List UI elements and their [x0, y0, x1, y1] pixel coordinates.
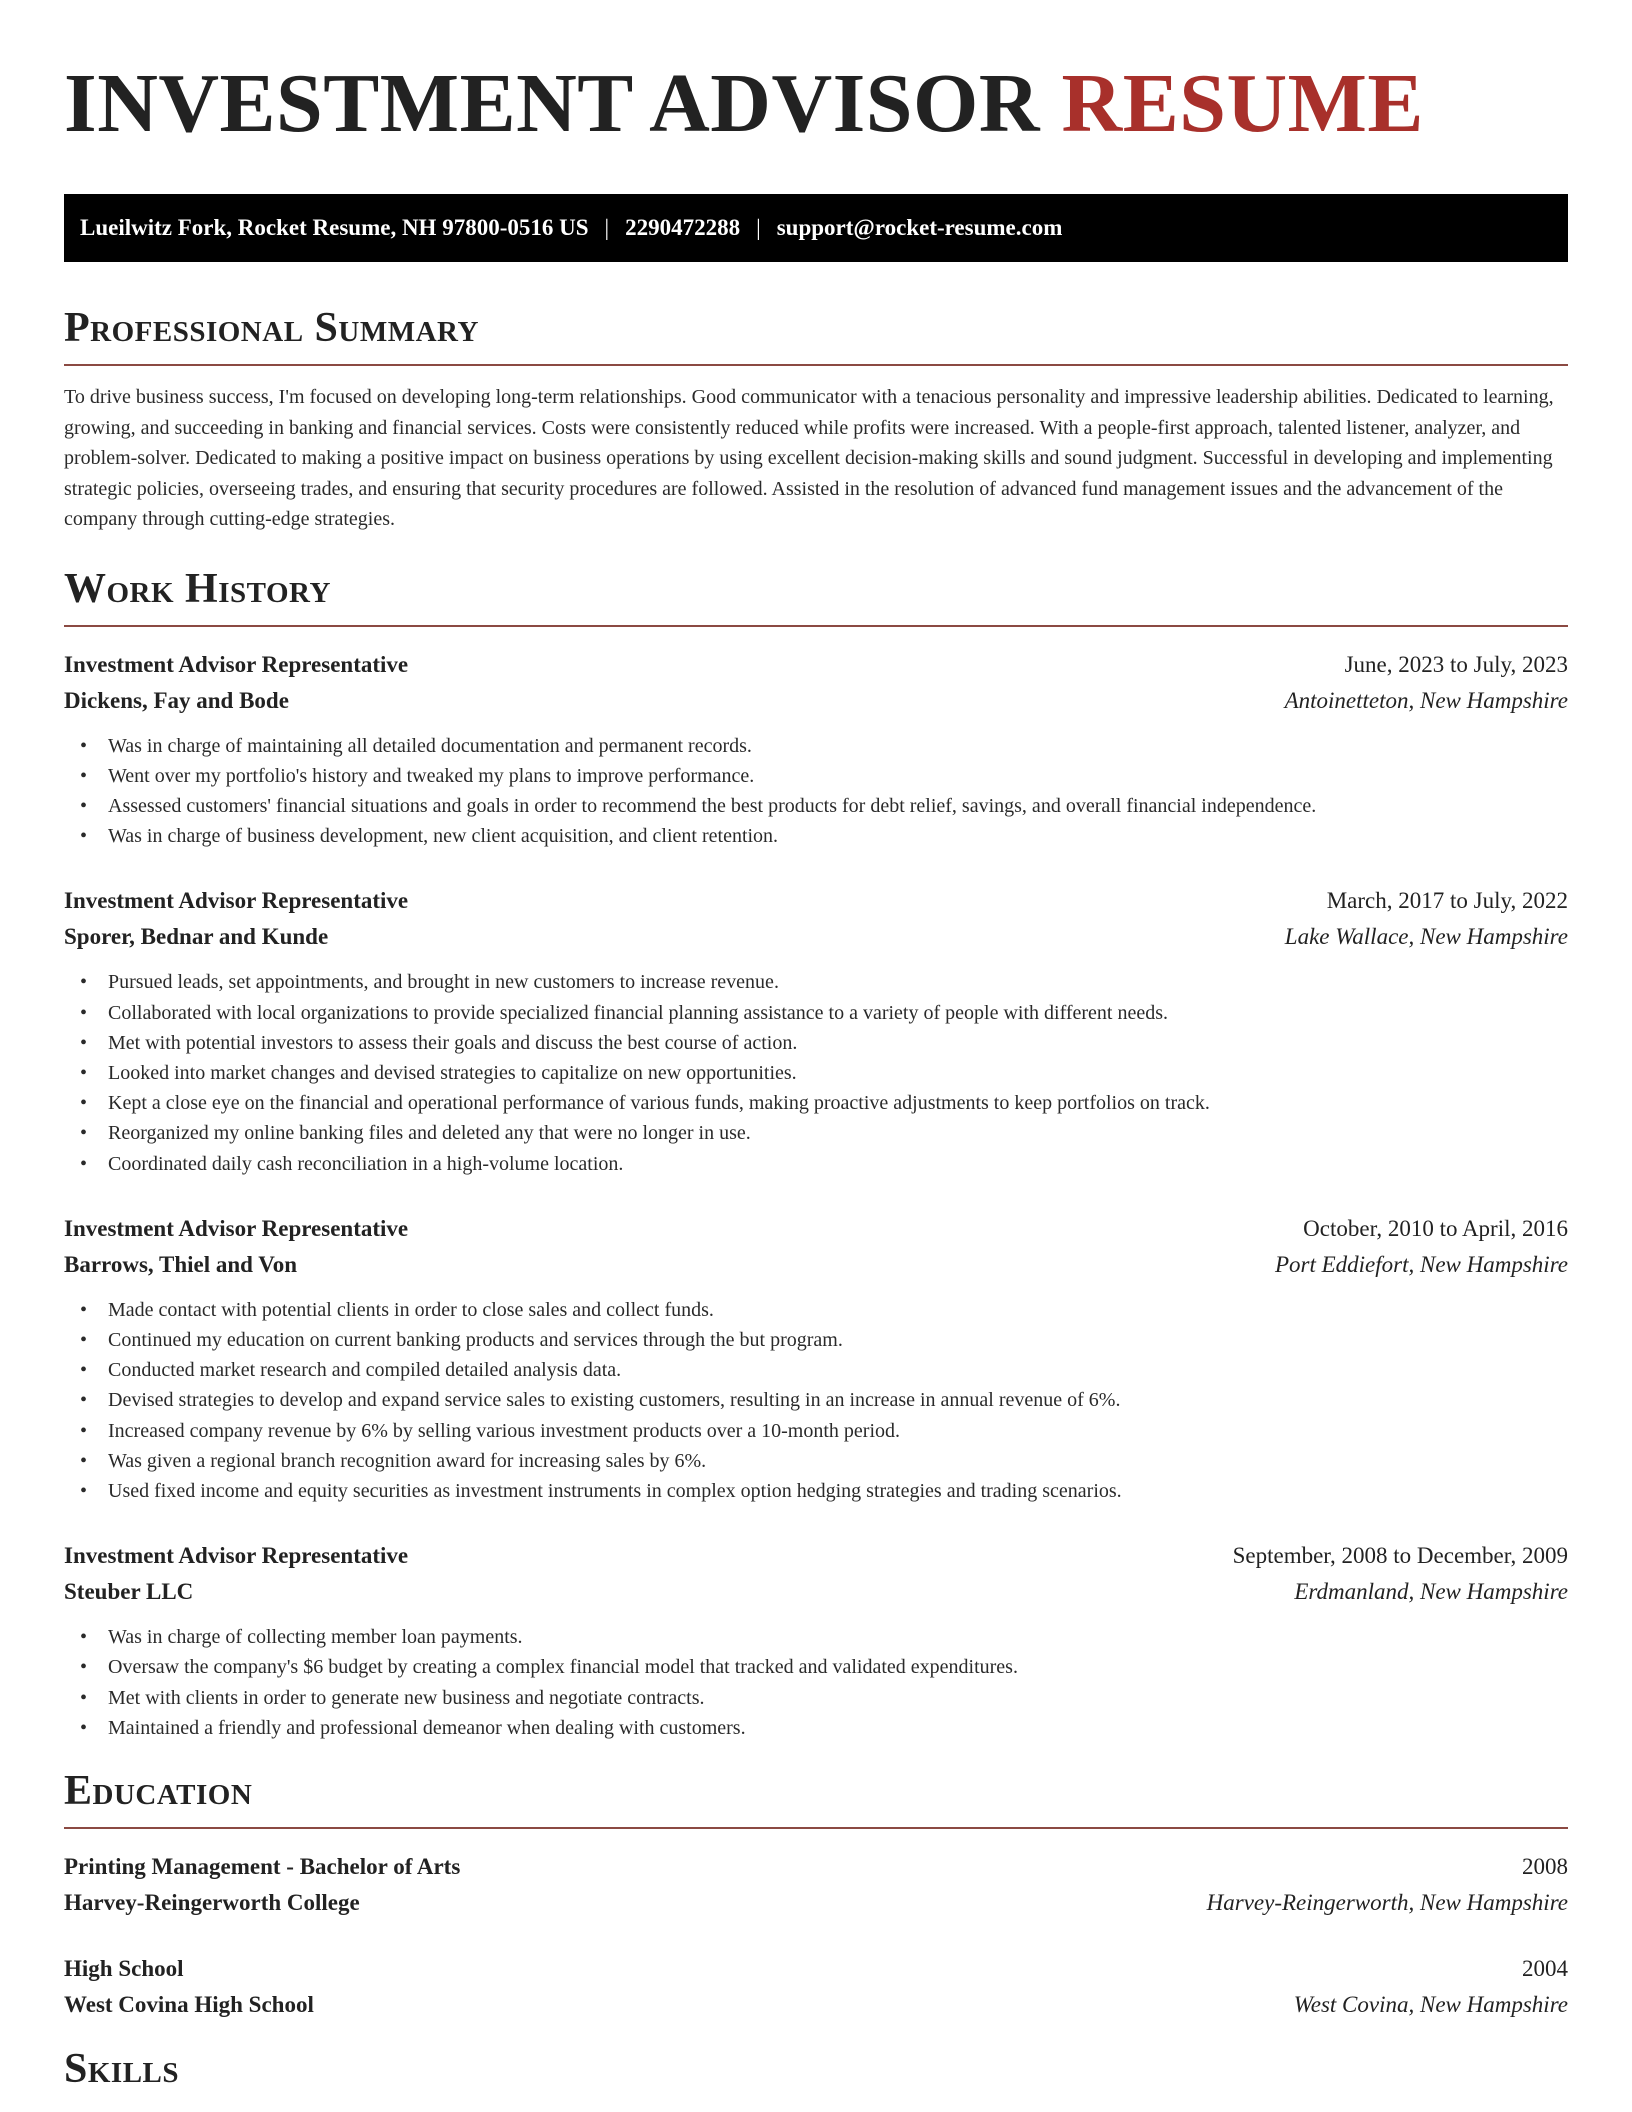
job-entry [64, 1538, 1568, 1743]
job-location: Erdmanland, New Hampshire [1294, 1579, 1568, 1605]
contact-phone: 2290472288 [625, 215, 741, 240]
job-header-row [64, 1538, 1568, 1574]
bullet-item [64, 731, 1568, 761]
bullet-text: Devised strategies to develop and expand service sales to existing customers, resulting in an increase in annual revenue of 6%. [108, 1389, 1121, 1412]
job-title: Investment Advisor Representative [64, 888, 409, 914]
education-school-row [64, 1885, 1568, 1921]
job-dates: October, 2010 to April, 2016 [1303, 1215, 1568, 1241]
bullet-text: Looked into market changes and devised strategies to capitalize on new opportunities. [108, 1061, 797, 1084]
job-bullet-list [64, 967, 1568, 1178]
job-company: Dickens, Fay and Bode [64, 687, 289, 713]
job-entry [64, 1211, 1568, 1506]
bullet-item [64, 1385, 1568, 1415]
bullet-text: Made contact with potential clients in order to close sales and collect funds. [108, 1298, 714, 1321]
bullet-item [64, 1446, 1568, 1476]
bullet-item [64, 1713, 1568, 1743]
bullet-item [64, 998, 1568, 1028]
job-title: Investment Advisor Representative [64, 1543, 409, 1569]
bullet-icon: • [80, 1152, 88, 1175]
bullet-icon: • [80, 1716, 88, 1739]
job-title: Investment Advisor Representative [64, 651, 409, 677]
section-divider [64, 364, 1568, 366]
bullet-text: Assessed customers' financial situations and goals in order to recommend the best products for debt relief, savings, and overall financial independence. [108, 794, 1317, 817]
bullet-text: Met with clients in order to generate new business and negotiate contracts. [108, 1686, 705, 1709]
bullet-text: Used fixed income and equity securities as investment instruments in complex option hedging strategies and trading scenarios. [108, 1479, 1122, 1502]
bullet-text: Was in charge of business development, new client acquisition, and client retention. [108, 825, 779, 848]
bullet-item [64, 1355, 1568, 1385]
bullet-text: Coordinated daily cash reconciliation in a high-volume location. [108, 1152, 624, 1175]
job-bullet-list [64, 1622, 1568, 1743]
bullet-text: Maintained a friendly and professional demeanor when dealing with customers. [108, 1716, 746, 1739]
skills-section [64, 2043, 1568, 2095]
bullet-item [64, 1058, 1568, 1088]
contact-address: Lueilwitz Fork, Rocket Resume, NH 97800-0516 US [80, 215, 589, 240]
job-header-row [64, 1211, 1568, 1247]
education-header-row [64, 1849, 1568, 1885]
bullet-item [64, 1325, 1568, 1355]
bullet-item [64, 1118, 1568, 1148]
bullet-icon: • [80, 764, 88, 787]
bullet-item [64, 1149, 1568, 1179]
bullet-icon: • [80, 1449, 88, 1472]
job-entry [64, 647, 1568, 852]
bullet-text: Increased company revenue by 6% by selling various investment products over a 10-month period. [108, 1419, 901, 1442]
bullet-icon: • [80, 1122, 88, 1145]
bullet-text: Went over my portfolio's history and tweaked my plans to improve performance. [108, 764, 755, 787]
summary-text: To drive business success, I'm focused on developing long-term relationships. Good communicator with a tenacious personality and impressive leadership abilities. Dedicated to learning, growing, and succeeding in banking and financial services. Costs were consistently reduced while profits were increased. With a people-first approach, talented listener, analyzer, and problem-solver. Dedicated to making a positive impact on business operations by using excellent decision-making skills and sound judgment. Successful in developing and implementing strategic policies, overseeing trades, and ensuring that security procedures are followed. Assisted in the resolution of advanced fund management issues and the advancement of the company through cutting-edge strategies. [64, 386, 1554, 530]
contact-separator: | [604, 215, 610, 240]
bullet-text: Collaborated with local organizations to provide specialized financial planning assistance to a variety of people with different needs. [108, 1001, 1169, 1024]
bullet-item [64, 967, 1568, 997]
section-heading-skills: Skills [64, 2045, 180, 2092]
contact-separator: | [756, 215, 761, 240]
section-heading-summary: Professional Summary [64, 305, 479, 351]
job-bullet-list [64, 1295, 1568, 1506]
bullet-text: Kept a close eye on the financial and operational performance of various funds, making proactive adjustments to keep portfolios on track. [108, 1092, 1210, 1115]
bullet-item [64, 1683, 1568, 1713]
bullet-icon: • [80, 1656, 88, 1679]
education-school: Harvey-Reingerworth College [64, 1889, 360, 1915]
job-title: Investment Advisor Representative [64, 1215, 409, 1241]
education-school-row [64, 1987, 1568, 2023]
job-company: Sporer, Bednar and Kunde [64, 924, 329, 950]
bullet-item [64, 821, 1568, 851]
education-year: 2008 [1522, 1853, 1568, 1879]
bullet-item [64, 761, 1568, 791]
education-school: West Covina High School [64, 1991, 314, 2017]
bullet-icon: • [80, 1479, 88, 1502]
education-header-row [64, 1951, 1568, 1987]
bullet-icon: • [80, 1298, 88, 1321]
bullet-text: Was given a regional branch recognition award for increasing sales by 6%. [108, 1449, 707, 1472]
bullet-icon: • [80, 1389, 88, 1412]
bullet-icon: • [80, 1419, 88, 1442]
bullet-item [64, 1416, 1568, 1446]
education-degree: Printing Management - Bachelor of Arts [64, 1853, 461, 1879]
bullet-icon: • [80, 1359, 88, 1382]
section-divider [64, 1827, 1568, 1829]
bullet-icon: • [80, 1061, 88, 1084]
education-list [64, 1849, 1568, 2023]
section-heading-education: Education [64, 1767, 253, 1814]
job-header-row [64, 883, 1568, 919]
bullet-icon: • [80, 734, 88, 757]
contact-bar [64, 194, 1568, 262]
job-company-row [64, 683, 1568, 719]
bullet-text: Met with potential investors to assess their goals and discuss the best course of action. [108, 1031, 798, 1054]
job-dates: September, 2008 to December, 2009 [1232, 1543, 1568, 1569]
job-company-row [64, 919, 1568, 955]
job-company-row [64, 1574, 1568, 1610]
education-location: West Covina, New Hampshire [1293, 1991, 1568, 2017]
education-entry [64, 1951, 1568, 2023]
bullet-item [64, 1476, 1568, 1506]
bullet-text: Conducted market research and compiled detailed analysis data. [108, 1359, 622, 1382]
bullet-icon: • [80, 1626, 88, 1649]
education-entry [64, 1849, 1568, 1921]
work-history-section [64, 563, 1568, 1743]
job-location: Lake Wallace, New Hampshire [1284, 924, 1568, 950]
bullet-text: Was in charge of maintaining all detailed documentation and permanent records. [108, 734, 752, 757]
bullet-icon: • [80, 971, 88, 994]
bullet-item [64, 791, 1568, 821]
bullet-icon: • [80, 1686, 88, 1709]
bullet-text: Pursued leads, set appointments, and brought in new customers to increase revenue. [108, 971, 779, 994]
bullet-item [64, 1622, 1568, 1652]
job-location: Port Eddiefort, New Hampshire [1274, 1251, 1568, 1277]
bullet-item [64, 1028, 1568, 1058]
job-list [64, 647, 1568, 1743]
section-divider [64, 625, 1568, 627]
education-year: 2004 [1522, 1955, 1568, 1981]
bullet-icon: • [80, 825, 88, 848]
bullet-item [64, 1295, 1568, 1325]
bullet-icon: • [80, 1001, 88, 1024]
job-company: Steuber LLC [64, 1579, 194, 1605]
job-header-row [64, 647, 1568, 683]
job-dates: June, 2023 to July, 2023 [1344, 651, 1568, 677]
bullet-text: Was in charge of collecting member loan payments. [108, 1626, 523, 1649]
bullet-icon: • [80, 1031, 88, 1054]
education-section [64, 1765, 1568, 2023]
bullet-item [64, 1088, 1568, 1118]
job-dates: March, 2017 to July, 2022 [1326, 888, 1568, 914]
education-degree: High School [64, 1955, 184, 1981]
section-heading-work: Work History [64, 565, 331, 612]
title-accent: RESUME [1061, 57, 1424, 150]
job-location: Antoinetteton, New Hampshire [1284, 687, 1568, 713]
bullet-icon: • [80, 1328, 88, 1351]
bullet-icon: • [80, 1092, 88, 1115]
title-main: INVESTMENT ADVISOR [64, 57, 1041, 150]
resume-title [64, 52, 1568, 156]
bullet-text: Continued my education on current banking products and services through the but program. [108, 1328, 843, 1351]
job-company-row [64, 1247, 1568, 1283]
bullet-icon: • [80, 794, 88, 817]
professional-summary-section [64, 302, 1568, 535]
job-bullet-list [64, 731, 1568, 852]
bullet-text: Oversaw the company's $6 budget by creating a complex financial model that tracked and validated expenditures. [108, 1656, 1018, 1679]
education-location: Harvey-Reingerworth, New Hampshire [1206, 1889, 1568, 1915]
contact-email: support@rocket-resume.com [776, 215, 1063, 240]
bullet-item [64, 1652, 1568, 1682]
bullet-text: Reorganized my online banking files and deleted any that were no longer in use. [108, 1122, 751, 1145]
job-company: Barrows, Thiel and Von [64, 1251, 298, 1277]
job-entry [64, 883, 1568, 1178]
